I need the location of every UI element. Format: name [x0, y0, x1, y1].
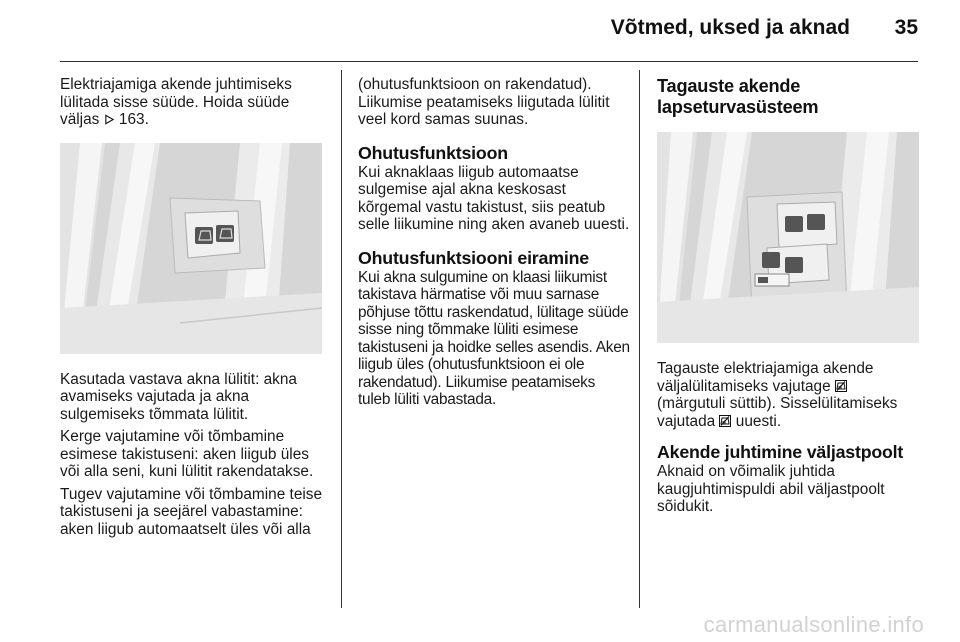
override-paragraph: Kui akna sulgumine on klaasi liikumist takistava härmatise või muu sarnase põhjuse tõttu raskendatud, lülitage süüde sisse ning tõmmake lüliti esimese takistuseni ja hoidke selles asendis. Aken liigub üles (ohutusfunktsioon ei ole rakendatud). Liikumise peatamiseks tuleb lüliti vabastada. [358, 268, 630, 408]
door-window-switches-illustration [60, 143, 322, 354]
column-3 [657, 76, 919, 521]
child-window-lock-icon [719, 415, 731, 427]
column-divider-1 [341, 70, 342, 608]
page-reference: 163. [118, 111, 149, 128]
safety-heading: Ohutusfunktsioon [358, 142, 508, 163]
page-header [60, 0, 918, 62]
column-1 [60, 76, 330, 543]
door-window-switches-child-lock-illustration [657, 132, 919, 343]
chapter-title: Võtmed, uksed ja aknad [610, 16, 850, 39]
strong-press-paragraph: Tugev vajutamine või tõmbamine teise takistuseni ja seejärel vabastamine: aken liigub automaatselt üles või alla [60, 485, 323, 538]
triangle-right-icon [104, 114, 115, 125]
continuation-paragraph: (ohutusfunktsioon on rakendatud). Liikumise peatamiseks liigutada lülitit veel kord samas suunas. [358, 76, 610, 128]
override-heading: Ohutusfunktsiooni eiramine [358, 247, 589, 268]
page-number: 35 [894, 16, 918, 39]
column-divider-2 [639, 70, 640, 608]
intro-paragraph: Elektriajamiga akende juhtimiseks lülitada sisse süüde. Hoida süüde väljas 163. [60, 76, 292, 128]
watermark: carmanualsonline.info [703, 612, 924, 637]
child-window-lock-icon [835, 380, 847, 392]
safety-paragraph: Kui aknaklaas liigub automaatse sulgemise ajal akna keskosast kõrgemal vastu takistust, siis peatub selle liikumine ning aken avaneb uuesti. [358, 163, 630, 233]
child-lock-paragraph: Tagauste elektriajamiga akende väljalülitamiseks vajutage (märgutuli süttib). Sisselülitamiseks vajutada uuesti. [657, 360, 898, 430]
remote-paragraph: Aknaid on võimalik juhtida kaugjuhtimispuldi abil väljastpoolt sõidukit. [657, 463, 885, 515]
column-2 [358, 76, 630, 414]
usage-paragraph: Kasutada vastava akna lülitit: akna avamiseks vajutada ja akna sulgemiseks tõmmata lülitit. [60, 370, 297, 423]
child-lock-heading: Tagauste akende lapseturvasüsteem [657, 76, 819, 117]
remote-heading: Akende juhtimine väljastpoolt [657, 442, 904, 462]
light-press-paragraph: Kerge vajutamine või tõmbamine esimese takistuseni: aken liigub üles või alla seni, kuni lülitit rakendatakse. [60, 428, 314, 480]
